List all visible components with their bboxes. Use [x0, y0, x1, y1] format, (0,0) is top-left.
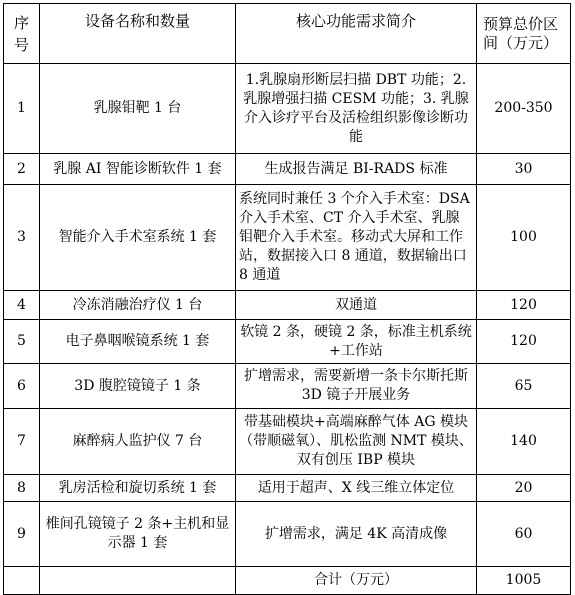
row-no: 4 [4, 291, 40, 320]
row-function: 生成报告满足 BI-RADS 标准 [236, 154, 477, 185]
row-name: 冷冻消融治疗仪 1 台 [40, 291, 236, 320]
row-no: 1 [4, 64, 40, 154]
table-row [4, 409, 571, 475]
row-no: 9 [4, 502, 40, 567]
row-function: 系统同时兼任 3 个介入手术室：DSA 介入手术室、CT 介入手术室、乳腺钼靶介入手术室。移动式大屏和工作站，数据接入口 8 通道，数据输出口 8 通道 [236, 185, 477, 291]
row-price: 120 [477, 291, 571, 320]
row-no: 5 [4, 320, 40, 364]
table-row [4, 320, 571, 364]
table-row [4, 475, 571, 502]
total-empty-name [40, 567, 236, 595]
row-no: 8 [4, 475, 40, 502]
row-price: 30 [477, 154, 571, 185]
row-function: 双通道 [236, 291, 477, 320]
table-row [4, 364, 571, 409]
table-header-row [4, 4, 571, 64]
header-no: 序号 [4, 4, 40, 64]
header-function: 核心功能需求简介 [236, 4, 477, 64]
row-price: 140 [477, 409, 571, 475]
row-function: 扩增需求，满足 4K 高清成像 [236, 502, 477, 567]
row-function: 1.乳腺扇形断层扫描 DBT 功能；2.乳腺增强扫描 CESM 功能；3. 乳腺介入诊疗平台及活检组织影像诊断功能 [236, 64, 477, 154]
header-name: 设备名称和数量 [40, 4, 236, 64]
row-no: 7 [4, 409, 40, 475]
row-price: 20 [477, 475, 571, 502]
row-function: 带基础模块+高端麻醉气体 AG 模块（带顺磁氧）、肌松监测 NMT 模块、双有创压 IBP 模块 [236, 409, 477, 475]
row-name: 3D 腹腔镜镜子 1 条 [40, 364, 236, 409]
row-price: 65 [477, 364, 571, 409]
table-row [4, 154, 571, 185]
row-name: 电子鼻咽喉镜系统 1 套 [40, 320, 236, 364]
total-value: 1005 [477, 567, 571, 595]
row-function: 软镜 2 条，硬镜 2 条，标准主机系统+工作站 [236, 320, 477, 364]
row-price: 200-350 [477, 64, 571, 154]
equipment-budget-table [3, 3, 571, 595]
row-price: 60 [477, 502, 571, 567]
row-name: 麻醉病人监护仪 7 台 [40, 409, 236, 475]
table-row [4, 64, 571, 154]
table-total-row [4, 567, 571, 595]
row-name: 乳房活检和旋切系统 1 套 [40, 475, 236, 502]
row-no: 6 [4, 364, 40, 409]
row-name: 乳腺 AI 智能诊断软件 1 套 [40, 154, 236, 185]
row-name: 乳腺钼靶 1 台 [40, 64, 236, 154]
row-price: 100 [477, 185, 571, 291]
row-function: 适用于超声、X 线三维立体定位 [236, 475, 477, 502]
row-no: 3 [4, 185, 40, 291]
table-row [4, 185, 571, 291]
row-name: 智能介入手术室系统 1 套 [40, 185, 236, 291]
table-row [4, 291, 571, 320]
row-no: 2 [4, 154, 40, 185]
row-name: 椎间孔镜镜子 2 条+主机和显示器 1 套 [40, 502, 236, 567]
table-row [4, 502, 571, 567]
total-label: 合计（万元） [236, 567, 477, 595]
total-empty-no [4, 567, 40, 595]
header-price: 预算总价区间（万元） [477, 4, 571, 64]
row-function: 扩增需求，需要新增一条卡尔斯托斯 3D 镜子开展业务 [236, 364, 477, 409]
row-price: 120 [477, 320, 571, 364]
